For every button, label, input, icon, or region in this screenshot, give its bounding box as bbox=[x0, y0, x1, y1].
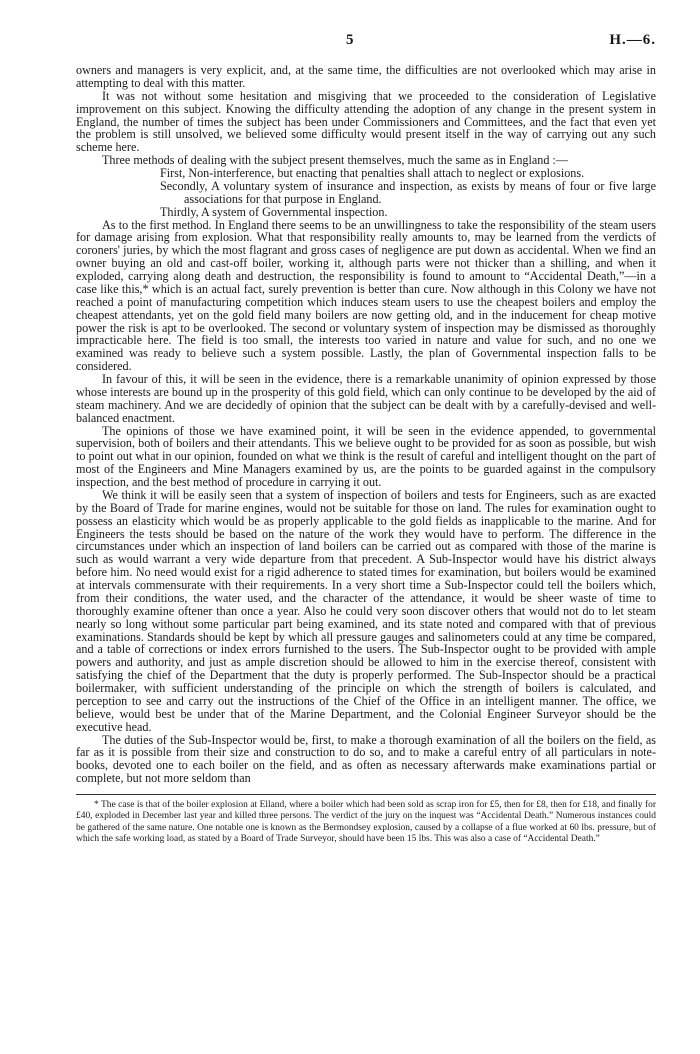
paragraph-opinions: The opinions of those we have examined point, it will be seen in the evidence appended, to governmental supervision, both of boilers and their attendants. This we believe ought to be provided for as soon as possible, but wish to point out what in our opinion, founded on what we think is the result of careful and intelligent thought on the part of most of the Engineers and Mine Managers examined by us, are the points to be guarded against in the compulsory inspection, and the best method of procedure in carrying it out. bbox=[76, 423, 656, 489]
paragraph-three-methods: Three methods of dealing with the subject present themselves, much the same as in England :— bbox=[102, 153, 568, 168]
footnote bbox=[76, 800, 656, 846]
body-text bbox=[76, 64, 656, 785]
paragraph-legislative: It was not without some hesitation and misgiving that we proceeded to the consideration of Legislative improvement on this subject. Knowing the difficulty attending the adoption of any change in the present system in England, the number of times the subject has been under Commissioners and Committees, and the fact that even yet the problem is still unsolved, we believed some difficulty would present itself in the way of carrying out any such scheme here. bbox=[76, 88, 656, 155]
page-header bbox=[76, 0, 656, 48]
paragraph-duties: The duties of the Sub-Inspector would be, first, to make a thorough examination of all the boilers on the field, as far as it is possible from their size and construction to do so, and to make a careful entry of all particulars in note-books, devoted one to each boiler on the field, and as often as necessary afterwards make examinations partial or complete, but not more seldom than bbox=[76, 732, 656, 786]
document-page bbox=[76, 0, 656, 846]
methods-list bbox=[76, 167, 656, 219]
method-second: Secondly, A voluntary system of insurance and inspection, as exists by means of four or five large associations for that purpose in England. bbox=[160, 178, 656, 206]
method-third: Thirdly, A system of Governmental inspection. bbox=[160, 204, 388, 219]
paragraph-inspection-system: We think it will be easily seen that a system of inspection of boilers and tests for Engineers, such as are exacted by the Board of Trade for marine engines, would not be suitable for those on land. The rules for examination ought to possess an elasticity which would be as properly applicable to the gold fields as inapplicable to the marine. And for Engineers the tests should be based on the nature of the work they would have to perform. The difference in the circumstances under which an inspection of land boilers can be carried out as compared with those of the marine is such as would warrant a very wide departure from that precedent. A Sub-Inspector would have his district always before him. No need would exist for a rigid adherence to stated times for examination, but boilers would be examined at intervals commensurate with their requirements. In a very short time a Sub-Inspector could tell the boilers which, from their conditions, the water used, and the character of the attendance, it would be sheer waste of time to thoroughly examine oftener than once a year. Also he could very soon discover others that would not do to let steam nearly so long without some particular part being examined, and its state noted and compared with that of previous examinations. Standards should be kept by which all pressure gauges and salinometers could at any time be compared, and a table of corrections or index errors furnished to the users. The Sub-Inspector ought to be provided with ample powers and authority, and just as ample discretion should be allowed to him in the exercise thereof, consistent with satisfying the chief of the Department that the duty is properly performed. The Sub-Inspector should be a practical boilermaker, with sufficient understanding of the principle on which the strength of boilers is calculated, and perception to see and carry out the instructions of the Chief of the Office in an intelligent manner. The office, we believe, would best be under that of the Marine Department, and the Colonial Engineer Surveyor should be the executive head. bbox=[76, 487, 656, 734]
method-first: First, Non-interference, but enacting that penalties shall attach to neglect or explosions. bbox=[160, 166, 585, 180]
page-number: 5 bbox=[346, 32, 354, 48]
paragraph-continuation: owners and managers is very explicit, and, at the same time, the difficulties are not overlooked which may arise in attempting to deal with this matter. bbox=[76, 63, 656, 90]
footnote-rule bbox=[76, 794, 656, 795]
document-reference: H.—6. bbox=[609, 32, 656, 48]
footnote-text: * The case is that of the boiler explosion at Elland, where a boiler which had been sold as scrap iron for £5, then for £8, then for £18, and finally for £40, exploded in December last year and killed three persons. The verdict of the jury on the inquest was “Accidental Death.” Numerous instances could be gathered of the same nature. One notable one is known as the Bermondsey explosion, caused by a collapse of a flue worked at 60 lbs. pressure, but of which the safe working load, as stated by a Board of Trade Surveyor, should have been 15 lbs. This was also a case of “Accidental Death.” bbox=[76, 800, 656, 845]
paragraph-in-favour: In favour of this, it will be seen in the evidence, there is a remarkable unanimity of opinion expressed by those whose interests are bound up in the prosperity of this gold field, which can only continue to be developed by the aid of steam machinery. And we are decidedly of opinion that the subject can be dealt with by a carefully-devised and well-balanced enactment. bbox=[76, 372, 656, 425]
paragraph-first-method: As to the first method. In England there seems to be an unwillingness to take the responsibility of the steam users for damage arising from explosion. What that responsibility really amounts to, may be learned from the verdicts of coroners' juries, by which the most flagrant and gross cases of negligence are put down as accidental. When we find an owner buying an old and cast-off boiler, working it, although parts were not thicker than a shilling, and when it exploded, carrying along death and destruction, the responsibility is found to amount to “Accidental Death,”—in a case like this,* which is an actual fact, surely prevention is better than cure. Now although in this Colony we have not reached a point of manufacturing competition which induces steam users to use the cheapest boilers and employ the cheapest attendants, yet on the gold field many boilers are now getting old, and in the inducement for cheap motive power the risk is apt to be overlooked. The second or voluntary system of inspection may be dismissed as thoroughly impracticable here. The field is too small, the interests too varied in nature and value for such, and no one we examined was ready to believe such a system possible. Lastly, the plan of Governmental inspection falls to be considered. bbox=[76, 217, 656, 374]
